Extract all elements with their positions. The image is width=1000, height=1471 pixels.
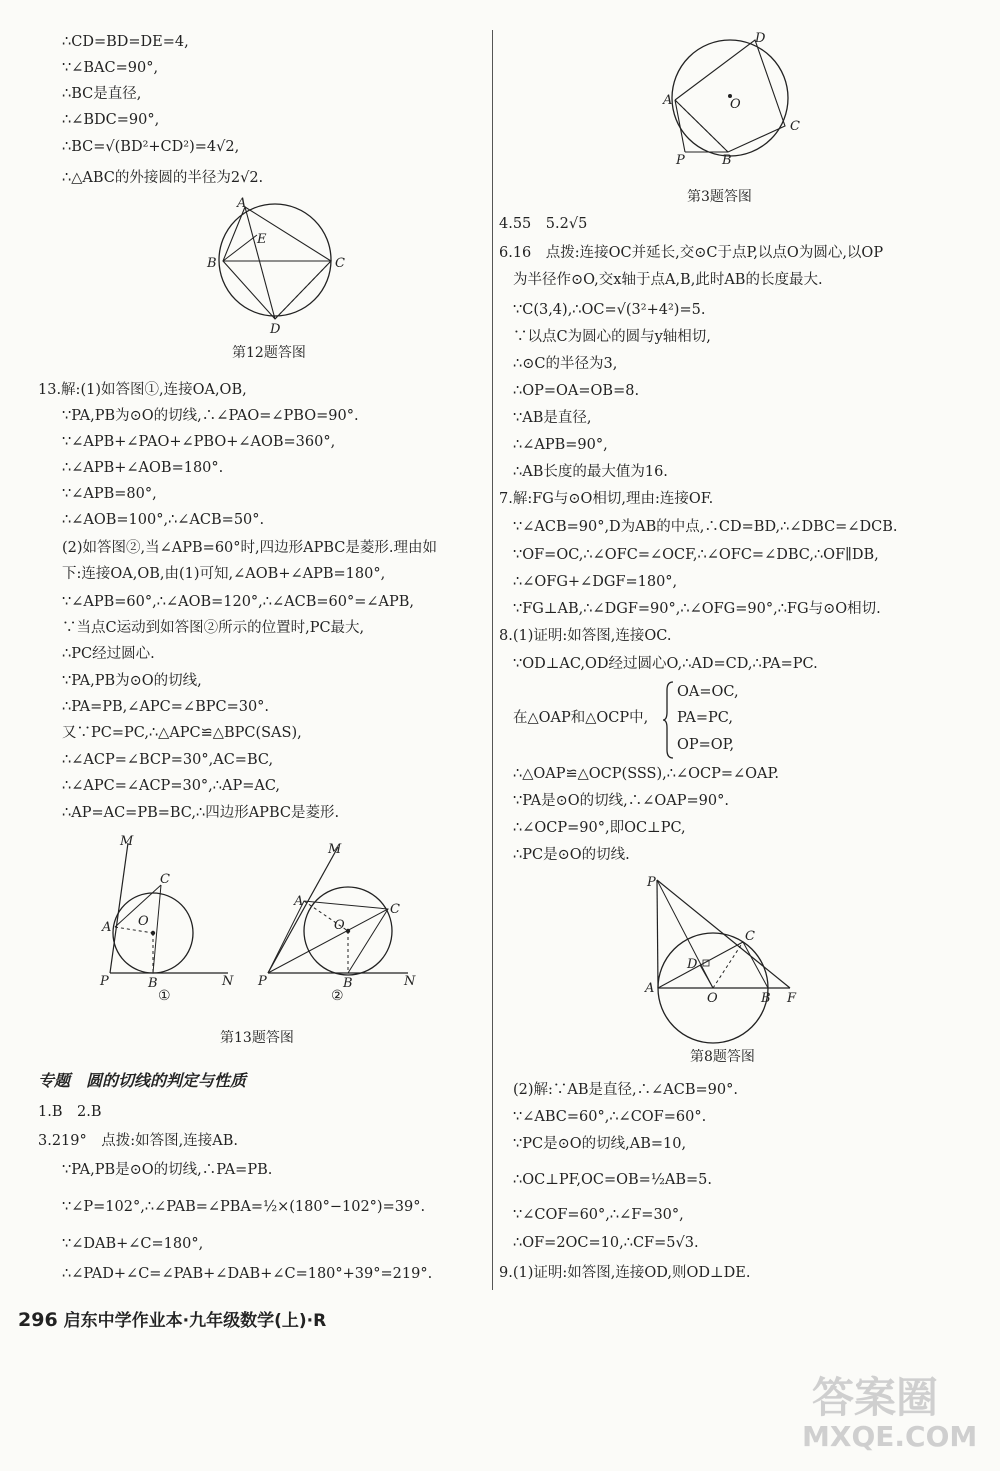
brace-item: PA=PC, <box>677 710 733 726</box>
text-line: 7.解:FG与⊙O相切,理由:连接OF. <box>499 491 714 507</box>
text-line: 下:连接OA,OB,由(1)可知,∠AOB+∠APB=180°, <box>62 566 386 582</box>
text-line: ∵PA,PB是⊙O的切线,∴PA=PB. <box>62 1162 273 1178</box>
page-footer <box>18 1306 326 1331</box>
text-line: ∴∠OCP=90°,即OC⊥PC, <box>513 820 686 836</box>
text-line: ∵∠BAC=90°, <box>62 60 159 76</box>
svg-text:N: N <box>222 974 234 989</box>
text-line: ∵PC是⊙O的切线,AB=10, <box>513 1136 687 1152</box>
text-line: ∴OP=OA=OB=8. <box>513 383 640 399</box>
section-heading: 专题 圆的切线的判定与性质 <box>38 1071 247 1090</box>
watermark-url: MXQE.COM <box>802 1420 978 1453</box>
text-line: ∴△ABC的外接圆的半径为2√2. <box>62 170 264 186</box>
text-line: ∴OF=2OC=10,∴CF=5√3. <box>513 1235 699 1251</box>
svg-text:P: P <box>258 974 267 989</box>
text-line: ∴∠APB+∠AOB=180°. <box>62 460 224 476</box>
svg-text:E: E <box>257 232 267 247</box>
figure-caption: 第13题答图 <box>220 1030 294 1046</box>
brace-item: OP=OP, <box>677 737 735 753</box>
text-line: ∵∠DAB+∠C=180°, <box>62 1236 204 1252</box>
text-line: ∴PC经过圆心. <box>62 646 155 662</box>
brace-item: OA=OC, <box>677 684 739 700</box>
text-line: ∴∠ACP=∠BCP=30°,AC=BC, <box>62 752 274 768</box>
brace-icon <box>663 680 675 760</box>
svg-text:O: O <box>707 991 718 1006</box>
svg-text:F: F <box>787 991 797 1006</box>
figure-13-2 <box>258 833 418 1003</box>
svg-text:M: M <box>120 834 134 849</box>
text-line: ∵∠ACB=90°,D为AB的中点,∴CD=BD,∴∠DBC=∠DCB. <box>513 519 898 535</box>
figure-label-1: ① <box>158 988 171 1004</box>
text-line: ∵AB是直径, <box>513 410 592 426</box>
text-line: ∵C(3,4),∴OC=√(3²+4²)=5. <box>513 302 706 318</box>
svg-text:O: O <box>138 914 149 929</box>
text-line: 6.16 点拨:连接OC并延长,交⊙C于点P,以点O为圆心,以OP <box>499 245 884 261</box>
text-line: ∴CD=BD=DE=4, <box>62 34 189 50</box>
text-line: ∴BC=√(BD²+CD²)=4√2, <box>62 139 240 155</box>
text-line: ∵以点C为圆心的圆与y轴相切, <box>513 329 711 345</box>
figure-label-2: ② <box>331 988 344 1004</box>
svg-text:M: M <box>328 842 342 857</box>
text-line: ∴AP=AC=PB=BC,∴四边形APBC是菱形. <box>62 805 340 821</box>
column-divider <box>492 30 493 1290</box>
text-line: ∵OD⊥AC,OD经过圆心O,∴AD=CD,∴PA=PC. <box>513 656 818 672</box>
svg-text:B: B <box>761 991 771 1006</box>
text-line: ∵∠P=102°,∴∠PAB=∠PBA=½×(180°−102°)=39°. <box>62 1199 426 1215</box>
text-line: ∵∠APB=80°, <box>62 486 157 502</box>
svg-text:P: P <box>647 875 656 890</box>
text-line: (2)如答图②,当∠APB=60°时,四边形APBC是菱形.理由如 <box>62 540 437 556</box>
svg-text:D: D <box>687 957 698 972</box>
text-line: ∴∠AOB=100°,∴∠ACB=50°. <box>62 512 265 528</box>
text-line: ∴∠APB=90°, <box>513 437 608 453</box>
text-line: 13.解:(1)如答图①,连接OA,OB, <box>38 382 247 398</box>
text-line: ∵FG⊥AB,∴∠DGF=90°,∴∠OFG=90°,∴FG与⊙O相切. <box>513 601 881 617</box>
svg-text:A: A <box>294 894 304 909</box>
text-line: ∵∠ABC=60°,∴∠COF=60°. <box>513 1109 707 1125</box>
text-line: ∵PA,PB为⊙O的切线,∴∠PAO=∠PBO=90°. <box>62 408 359 424</box>
text-line: 1.B 2.B <box>38 1104 102 1120</box>
svg-text:D: D <box>755 31 766 46</box>
text-line: ∵∠APB=60°,∴∠AOB=120°,∴∠ACB=60°=∠APB, <box>62 594 415 610</box>
text-line: 为半径作⊙O,交x轴于点A,B,此时AB的长度最大. <box>513 272 823 288</box>
svg-text:A: A <box>663 93 673 108</box>
text-line: ∴PC是⊙O的切线. <box>513 847 630 863</box>
text-line: ∴∠OFG+∠DGF=180°, <box>513 574 678 590</box>
text-line: ∵PA,PB为⊙O的切线, <box>62 673 202 689</box>
figure-caption: 第3题答图 <box>687 189 752 205</box>
svg-text:A: A <box>102 920 112 935</box>
text-line: ∵∠APB+∠PAO+∠PBO+∠AOB=360°, <box>62 434 336 450</box>
text-line: ∴BC是直径, <box>62 86 142 102</box>
text-line: 8.(1)证明:如答图,连接OC. <box>499 628 672 644</box>
watermark-brand: 答案圈 <box>812 1373 939 1422</box>
text-line: ∵PA是⊙O的切线,∴∠OAP=90°. <box>513 793 729 809</box>
text-line: ∴AB长度的最大值为16. <box>513 464 668 480</box>
figure-8 <box>645 872 815 1042</box>
svg-text:C: C <box>390 902 400 917</box>
text-line: 9.(1)证明:如答图,连接OD,则OD⊥DE. <box>499 1265 751 1281</box>
svg-text:A: A <box>645 981 655 996</box>
svg-text:C: C <box>790 119 800 134</box>
svg-text:O: O <box>730 97 741 112</box>
svg-text:B: B <box>207 256 217 271</box>
page-number: 296 <box>18 1309 58 1331</box>
svg-text:C: C <box>745 929 755 944</box>
figure-3 <box>660 28 810 168</box>
svg-text:N: N <box>404 974 416 989</box>
figure-caption: 第12题答图 <box>232 345 306 361</box>
text-line: 3.219° 点拨:如答图,连接AB. <box>38 1133 238 1149</box>
svg-text:C: C <box>335 256 345 271</box>
text-line: ∴OC⊥PF,OC=OB=½AB=5. <box>513 1172 712 1188</box>
svg-text:B: B <box>343 976 353 991</box>
text-line: ∴∠BDC=90°, <box>62 112 160 128</box>
text-line: ∴∠PAD+∠C=∠PAB+∠DAB+∠C=180°+39°=219°. <box>62 1266 433 1282</box>
svg-text:C: C <box>160 872 170 887</box>
text-line: ∴∠APC=∠ACP=30°,∴AP=AC, <box>62 778 281 794</box>
text-line: ∵OF=OC,∴∠OFC=∠OCF,∴∠OFC=∠DBC,∴OF∥DB, <box>513 547 879 563</box>
text-line: ∵∠COF=60°,∴∠F=30°, <box>513 1207 684 1223</box>
text-line: 4.55 5.2√5 <box>499 216 588 232</box>
svg-text:O: O <box>334 918 345 933</box>
figure-13-1 <box>98 833 248 1003</box>
figure-caption: 第8题答图 <box>690 1049 755 1065</box>
svg-text:B: B <box>148 976 158 991</box>
text-line: (2)解:∵AB是直径,∴∠ACB=90°. <box>513 1082 738 1098</box>
text-line: ∵当点C运动到如答图②所示的位置时,PC最大, <box>62 620 365 636</box>
brace-prefix: 在△OAP和△OCP中, <box>513 710 649 726</box>
figure-12 <box>195 195 355 335</box>
svg-text:A: A <box>237 196 247 211</box>
svg-text:B: B <box>722 153 732 168</box>
text-line: 又∵PC=PC,∴△APC≌△BPC(SAS), <box>62 725 302 741</box>
book-title: 启东中学作业本·九年级数学(上)·R <box>63 1311 327 1331</box>
svg-text:P: P <box>676 153 685 168</box>
text-line: ∴PA=PB,∠APC=∠BPC=30°. <box>62 699 270 715</box>
svg-text:P: P <box>100 974 109 989</box>
text-line: ∴△OAP≌△OCP(SSS),∴∠OCP=∠OAP. <box>513 766 779 782</box>
svg-text:D: D <box>270 322 281 337</box>
text-line: ∴⊙C的半径为3, <box>513 356 618 372</box>
